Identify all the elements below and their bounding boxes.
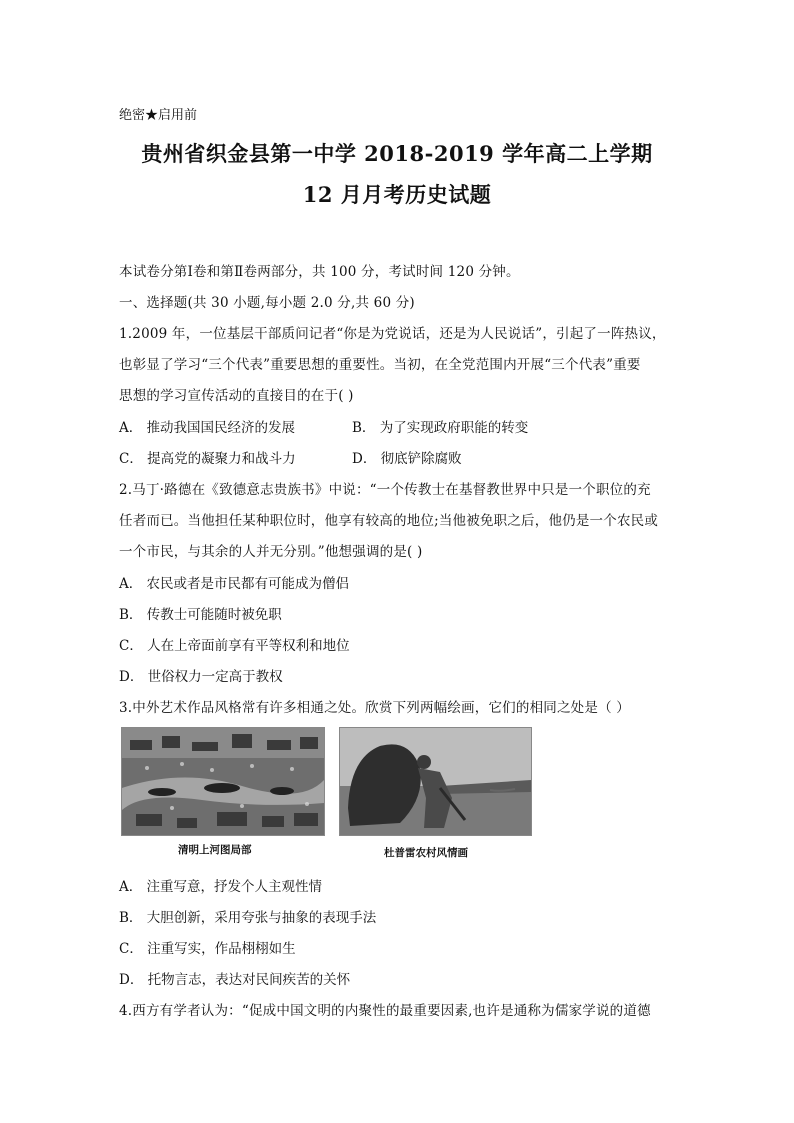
q3-option-c: C． 注重写实，作品栩栩如生 — [119, 941, 296, 957]
secret-label: 绝密★启用前 — [119, 108, 198, 123]
q3-option-a: A． 注重写意，抒发个人主观性情 — [119, 879, 323, 895]
exam-title-line2: 12 月月考历史试题 — [302, 182, 492, 207]
q1-option-a: A． 推动我国国民经济的发展 — [119, 420, 296, 436]
q2-option-b: B． 传教士可能随时被免职 — [119, 607, 282, 623]
q1-option-d: D． 彻底铲除腐败 — [352, 451, 462, 467]
q4-stem-line1: 4.西方有学者认为：“促成中国文明的内聚性的最重要因素,也许是通称为儒家学说的道德 — [119, 1003, 651, 1019]
dupre-painting-image — [339, 727, 532, 836]
exam-title-line1: 贵州省织金县第一中学 2018-2019 学年高二上学期 — [141, 141, 653, 166]
q2-stem-line1: 2.马丁·路德在《致德意志贵族书》中说：“一个传教士在基督教世界中只是一个职位的充 — [119, 482, 651, 498]
q2-stem-line3: 一个市民，与其余的人并无分别。”他想强调的是( ) — [119, 544, 423, 560]
exam-description: 本试卷分第Ⅰ卷和第Ⅱ卷两部分，共 100 分，考试时间 120 分钟。 — [119, 264, 520, 280]
q1-stem-line3: 思想的学习宣传活动的直接目的在于( ) — [119, 388, 354, 404]
q1-option-c: C． 提高党的凝聚力和战斗力 — [119, 451, 296, 467]
q3-stem-line1: 3.中外艺术作品风格常有许多相通之处。欣赏下列两幅绘画，它们的相同之处是（ ） — [119, 700, 630, 716]
dupre-caption: 杜普雷农村风情画 — [384, 847, 468, 859]
q1-option-b: B． 为了实现政府职能的转变 — [352, 420, 529, 436]
q3-option-b: B． 大胆创新，采用夸张与抽象的表现手法 — [119, 910, 377, 926]
q2-option-d: D． 世俗权力一定高于教权 — [119, 669, 283, 685]
q2-option-a: A． 农民或者是市民都有可能成为僧侣 — [119, 576, 350, 592]
q1-stem-line1: 1.2009 年，一位基层干部质问记者“你是为党说话，还是为人民说话”，引起了一阵热议， — [119, 326, 666, 342]
q1-stem-line2: 也彰显了学习“三个代表”重要思想的重要性。当初，在全党范围内开展“三个代表”重要 — [119, 357, 641, 373]
qingming-caption: 清明上河图局部 — [178, 844, 252, 856]
dupre-painting-art — [340, 728, 531, 835]
q2-stem-line2: 任者而已。当他担任某种职位时，他享有较高的地位;当他被免职之后，他仍是一个农民或 — [119, 513, 659, 529]
qingming-painting-image — [121, 727, 325, 836]
q2-option-c: C． 人在上帝面前享有平等权利和地位 — [119, 638, 350, 654]
section-heading: 一、选择题(共 30 小题,每小题 2.0 分,共 60 分) — [119, 295, 415, 311]
q3-option-d: D． 托物言志，表达对民间疾苦的关怀 — [119, 972, 351, 988]
qingming-painting-art — [122, 728, 324, 835]
